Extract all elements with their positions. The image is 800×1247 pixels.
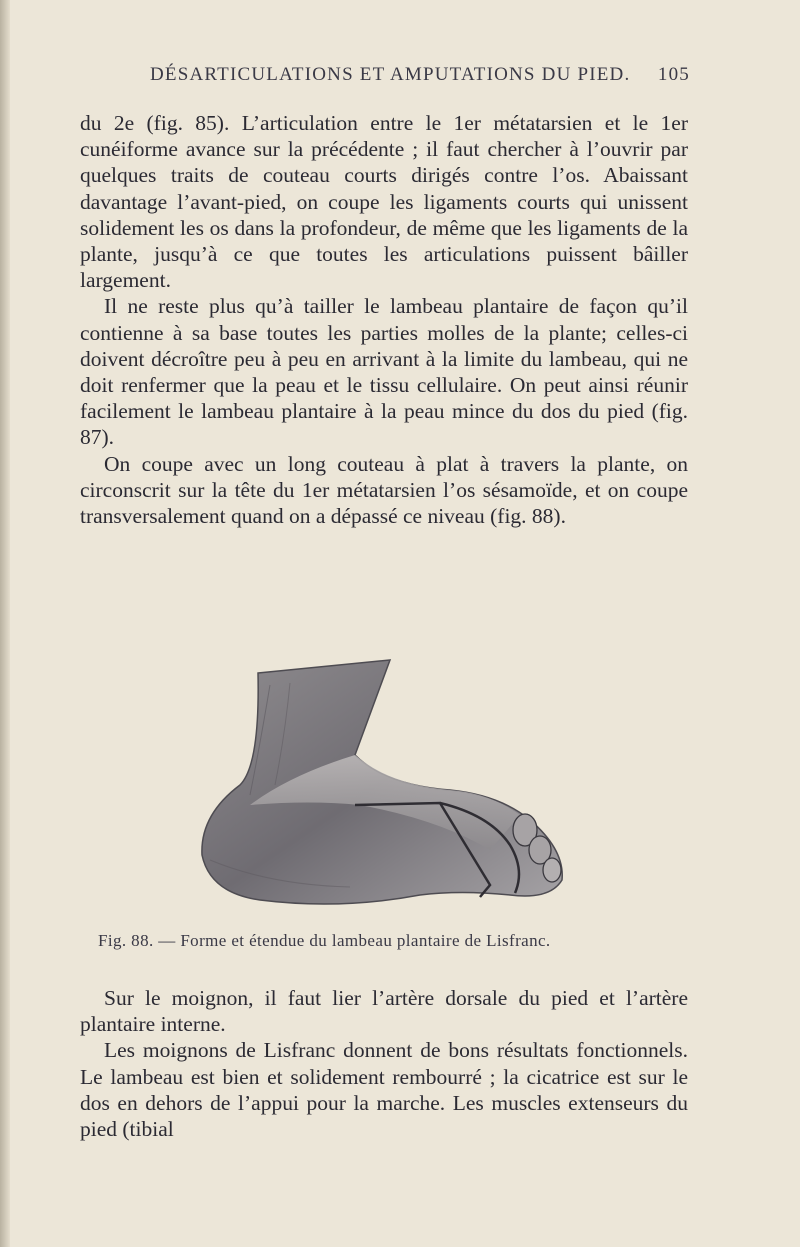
paragraph: Il ne reste plus qu’à tailler le lambeau plantaire de façon qu’il contienne à sa base toutes les parties molles de la plante; celles-ci doivent décroître peu à peu en arrivant à la limite du lambeau, qui ne doit renfermer que la peau et le tissu cellulaire. On peut ainsi réunir facilement le lambeau plantaire à la peau mince du dos du pied (fig. 87).	[80, 294, 688, 450]
body-text-top	[80, 110, 688, 529]
paragraph: On coupe avec un long couteau à plat à travers la plante, on circonscrit sur la tête du 1er métatarsien l’os sésamoïde, et on coupe transversalement quand on a dépassé ce niveau (fig. 88).	[80, 451, 688, 529]
running-header	[150, 64, 690, 86]
foot-illustration	[190, 655, 580, 915]
header-title: DÉSARTICULATIONS ET AMPUTATIONS DU PIED.	[150, 64, 631, 85]
paragraph: Sur le moignon, il faut lier l’artère dorsale du pied et l’artère plantaire interne.	[80, 986, 688, 1037]
page-number: 105	[657, 64, 690, 85]
paragraph: Les moignons de Lisfranc donnent de bons résultats fonctionnels. Le lambeau est bien et solidement rembourré ; la cicatrice est sur le dos en dehors de l’appui pour la marche. Les muscles extenseurs du pied (tibial	[80, 1038, 688, 1142]
paragraph: du 2e (fig. 85). L’articulation entre le 1er métatarsien et le 1er cunéiforme avance sur la précédente ; il faut chercher à l’ouvrir par quelques traits de couteau courts dirigés contre l’os. Abaissant davantage l’avant-pied, on coupe les ligaments courts qui unissent solidement les os dans la profondeur, de même que les ligaments de la plante, jusqu’à ce que toutes les articulations puissent bâiller largement.	[80, 111, 688, 293]
page-edge	[0, 0, 10, 1247]
figure-caption: Fig. 88. — Forme et étendue du lambeau plantaire de Lisfranc.	[98, 931, 551, 950]
body-text-bottom	[80, 985, 688, 1142]
